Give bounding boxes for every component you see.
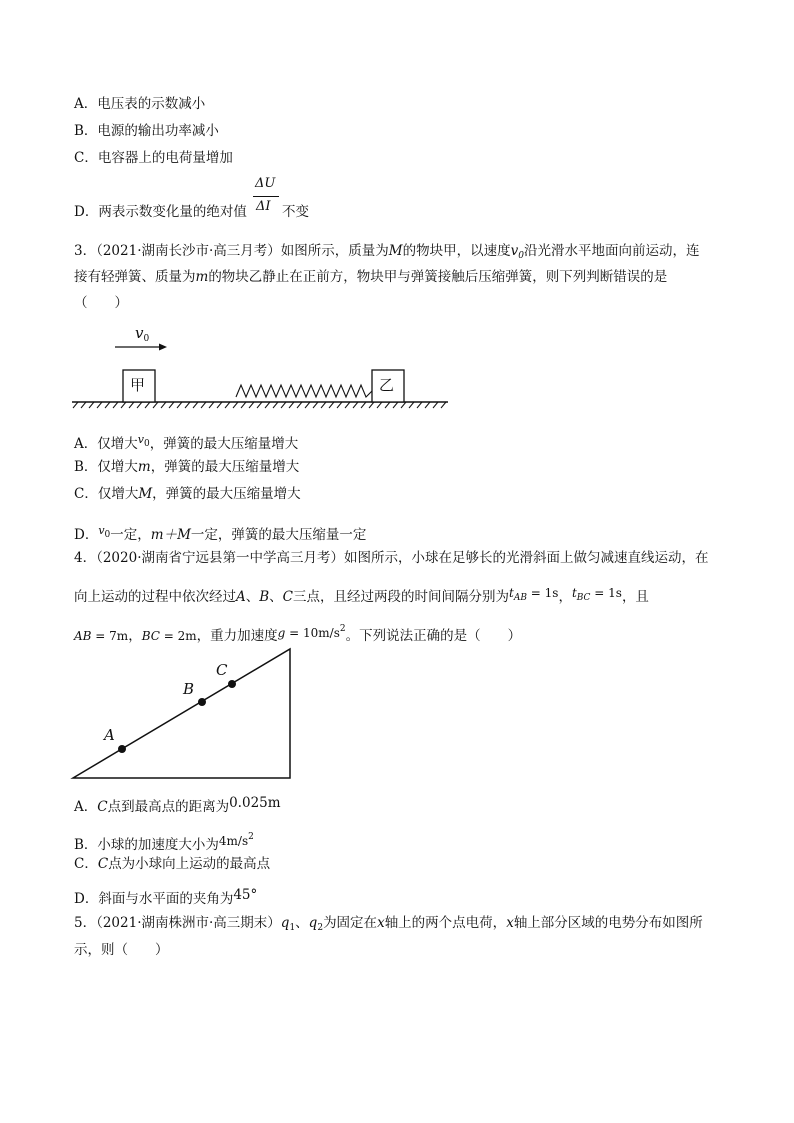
text: 轴上的两个点电荷， [384, 915, 507, 931]
q3-option-b [74, 458, 299, 476]
var-C: C [97, 856, 109, 872]
q4-option-a [74, 794, 281, 816]
text: 5．（2021·湖南株洲市·高三期末） [74, 915, 281, 931]
text: C． [74, 856, 98, 872]
text: 。下列说法正确的是（ ） [345, 628, 522, 644]
text: 点到最高点的距离为 [107, 799, 230, 815]
subscript: BC [576, 593, 591, 603]
text: D． [74, 527, 99, 543]
superscript: 2 [339, 624, 346, 634]
subscript: 0 [143, 439, 150, 449]
spring [236, 385, 372, 397]
text: 轴上部分区域的电势分布如图所 [513, 915, 703, 931]
text: 向上运动的过程中依次经过 [74, 589, 236, 605]
subscript: 2 [317, 923, 324, 933]
var-BC: BC [141, 629, 160, 643]
option-a: A．电压表的示数减小 [74, 96, 206, 112]
fraction-denominator: ΔI [256, 199, 271, 214]
q4-option-d [74, 886, 257, 908]
arrow-head [159, 344, 167, 351]
q4-option-c [74, 855, 270, 873]
subscript: 1 [289, 923, 296, 933]
question-5-line-1 [74, 914, 703, 937]
var-v: v [510, 243, 519, 259]
var-M: M [388, 243, 403, 259]
subscript: 0 [518, 251, 524, 261]
text: A．仅增大 [74, 436, 138, 452]
var-q2: q [308, 915, 318, 931]
block-yi-label: 乙 [379, 376, 395, 394]
option-b: B．电源的输出功率减小 [74, 123, 219, 139]
var-v: v [135, 324, 144, 342]
text: 的物块甲，以速度 [402, 243, 511, 259]
text: 、 [269, 589, 283, 605]
value: = 1s [590, 586, 622, 600]
ground-hatch [73, 402, 446, 408]
superscript: 2 [248, 832, 254, 842]
value: 45° [233, 887, 258, 903]
option-d-prefix: D．两表示数变化量的绝对值 [74, 204, 247, 220]
point-b [198, 698, 206, 706]
text: ， [128, 628, 142, 644]
text: ，弹簧的最大压缩量增大 [149, 436, 299, 452]
var-t: t [571, 586, 577, 600]
text: ， [558, 589, 572, 605]
var-v: v [137, 433, 144, 446]
expression: m＋M [150, 527, 191, 543]
question-3-line-3: （ ） [74, 295, 128, 311]
text: A． [74, 799, 98, 815]
var-B: B [259, 589, 270, 605]
text: 3．（2021·湖南长沙市·高三月考）如图所示，质量为 [74, 243, 389, 259]
question-5-line-2: 示，则（ ） [74, 942, 169, 958]
var-m: m [137, 459, 151, 475]
option-d-suffix: 不变 [282, 204, 309, 220]
subscript: 0 [104, 530, 111, 540]
var-M: M [138, 486, 153, 502]
value: = 1s [526, 586, 559, 600]
incline-figure [73, 649, 290, 778]
var-x: x [377, 915, 385, 931]
text: D．斜面与水平面的夹角为 [74, 891, 234, 907]
value: = 10m/s [285, 626, 340, 640]
question-4-line-3 [74, 620, 521, 645]
var-g: g [277, 626, 286, 640]
q3-option-d [74, 522, 366, 544]
text: 沿光滑水平地面向前运动，连 [523, 243, 700, 259]
subscript: AB [513, 593, 527, 603]
var-x: x [506, 915, 514, 931]
question-4-line-2 [74, 584, 649, 607]
var-v: v [98, 524, 105, 537]
text: ，弹簧的最大压缩量增大 [152, 486, 301, 502]
text: 点为小球向上运动的最高点 [108, 856, 271, 872]
text: 为固定在 [323, 915, 378, 931]
text: 三点，且经过两段的时间间隔分别为 [293, 589, 510, 605]
fraction-numerator: ΔU [255, 176, 276, 191]
label-a: A [104, 726, 115, 744]
var-AB: AB [74, 629, 92, 643]
point-c [228, 680, 236, 688]
var-t: t [509, 586, 514, 600]
text: ，且 [621, 589, 649, 605]
var-A: A [236, 589, 246, 605]
text: 、 [245, 589, 260, 605]
q3-option-a [74, 431, 298, 453]
option-c: C．电容器上的电荷量增加 [74, 150, 233, 166]
value: = 2m [159, 629, 197, 643]
text: B．仅增大 [74, 459, 138, 475]
text: 一定，弹簧的最大压缩量一定 [190, 527, 367, 543]
text: ，重力加速度 [196, 628, 278, 644]
text: 一定， [110, 527, 151, 543]
q3-option-c [74, 485, 301, 503]
text: C．仅增大 [74, 486, 139, 502]
value: = 7m [91, 629, 129, 643]
label-c: C [216, 661, 228, 679]
text: B．小球的加速度大小为 [74, 837, 219, 853]
text: 、 [295, 915, 309, 931]
text: ，弹簧的最大压缩量增大 [150, 459, 300, 475]
var-C: C [97, 799, 108, 815]
text: 的物块乙静止在正前方，物块甲与弹簧接触后压缩弹簧，则下列判断错误的是 [208, 269, 668, 285]
value: 0.025m [229, 795, 281, 811]
q4-option-b [74, 828, 254, 854]
var-C: C [282, 589, 294, 605]
block-jia-label: 甲 [130, 376, 146, 394]
label-b: B [183, 680, 195, 698]
text: 接有轻弹簧、质量为 [74, 269, 196, 285]
question-4-line-1: 4．（2020·湖南省宁远县第一中学高三月考）如图所示，小球在足够长的光滑斜面上做匀减速直线运动，在 [74, 550, 709, 566]
var-q1: q [280, 915, 290, 931]
var-m: m [195, 269, 209, 285]
incline-triangle [73, 649, 290, 778]
figure-v0-label [135, 324, 149, 348]
subscript: 0 [143, 334, 150, 344]
point-a [118, 745, 126, 753]
value: 4m/s [218, 834, 249, 848]
